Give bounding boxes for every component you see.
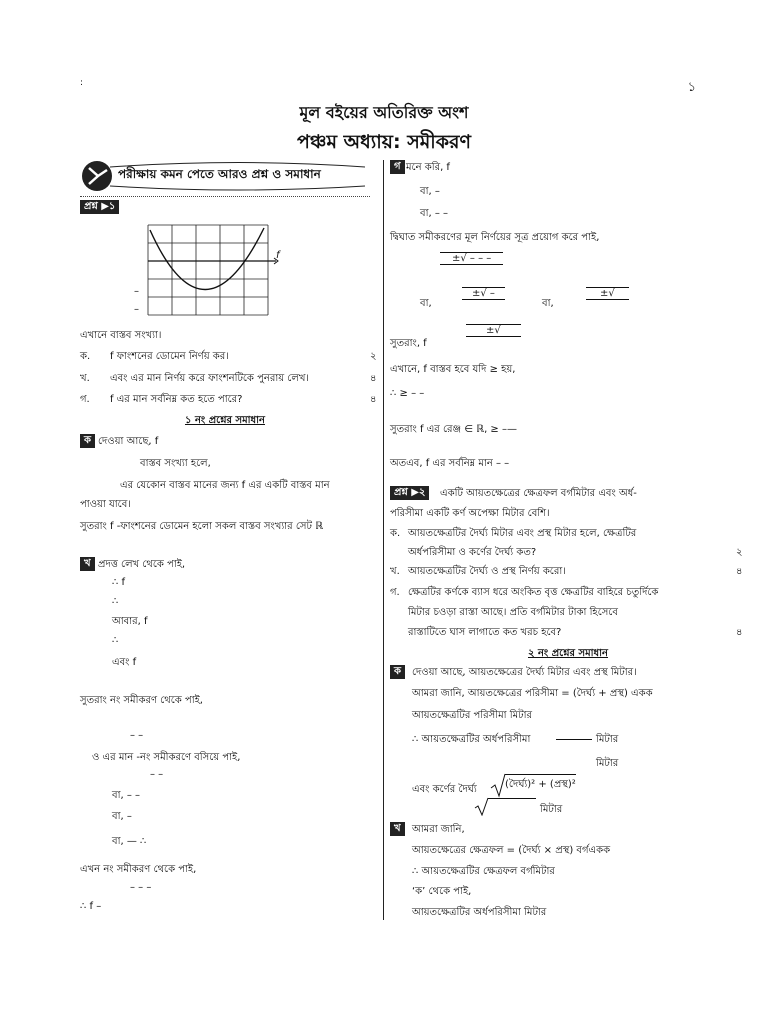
sol2-b-line: আমরা জানি, <box>412 824 465 835</box>
sol1-b-line: ও এর মান -নং সমীকরণে বসিয়ে পাই, <box>92 752 241 763</box>
sol1-c-line: মনে করি, f <box>406 162 450 173</box>
intro-text: এখানে বাস্তব সংখ্যা। <box>80 330 162 341</box>
sol1-c-line: সুতরাং f এর রেঞ্জ ∈ ℝ, ≥ –— <box>390 424 517 435</box>
root-expression: ±√ – <box>462 287 505 300</box>
parabola-graph <box>128 220 288 320</box>
sol1-a-tag: ক <box>80 434 95 448</box>
sol1-b-line: ∴ <box>112 596 119 607</box>
sol1-b-line: সুতরাং নং সমীকরণ থেকে পাই, <box>80 695 203 706</box>
q1-part-c-mark: ৪ <box>370 394 377 405</box>
sol2-b-tag: খ <box>390 822 405 836</box>
sol1-b-line: বা, — ∴ <box>112 836 147 847</box>
sol2-a-line: আয়তক্ষেত্রটির পরিসীমা মিটার <box>412 710 533 721</box>
fraction-bar <box>556 739 592 740</box>
page-supertitle: মূল বইয়ের অতিরিক্ত অংশ <box>299 103 469 122</box>
q2-stem: একটি আয়তক্ষেত্রের ক্ষেত্রফল বর্গমিটার এবং অর্ধ- <box>440 488 637 499</box>
banner-text: পরীক্ষায় কমন পেতে আরও প্রশ্ন ও সমাধান <box>118 167 321 181</box>
sqrt-sign-icon <box>474 796 490 816</box>
q2-part-c-text: রাস্তাটিতে ঘাস লাগাতে কত খরচ হবে? <box>408 627 562 638</box>
q1-part-a-label: ক. <box>80 351 91 362</box>
sol2-a-unit: মিটার <box>596 758 619 769</box>
sol2-a-line: ∴ আয়তক্ষেত্রটির অর্ধপরিসীমা <box>412 734 531 745</box>
question-2-tag: প্রশ্ন ▶২ <box>390 486 429 500</box>
banner <box>80 158 370 197</box>
sol1-b-line: এবং f <box>112 657 137 668</box>
question-1-tag: প্রশ্ন ▶১ <box>80 200 119 214</box>
sol1-b-line: বা, – <box>112 811 132 822</box>
sol2-b-line: আয়তক্ষেত্রটির অর্ধপরিসীমা মিটার <box>412 907 547 918</box>
sol1-b-line: – – <box>150 769 164 780</box>
sol2-a-line: দেওয়া আছে, আয়তক্ষেত্রের দৈর্ঘ্য মিটার এবং প্রস্থ মিটার। <box>412 667 637 678</box>
q2-part-b-mark: ৪ <box>736 566 743 577</box>
sol1-b-line: এখন নং সমীকরণ থেকে পাই, <box>80 864 197 875</box>
graph-tick-label: – <box>134 286 139 297</box>
sol1-a-line: এর যেকোন বাস্তব মানের জন্য f এর একটি বাস্তব মান <box>120 480 330 491</box>
sol1-a-line: পাওয়া যাবে। <box>80 499 131 510</box>
sol1-b-line: ∴ f – <box>80 901 102 912</box>
column-divider <box>383 160 384 920</box>
page-title: পঞ্চম অধ্যায়: সমীকরণ <box>297 131 471 153</box>
sol1-b-line: বা, – – <box>112 790 141 801</box>
q2-part-c-mark: ৪ <box>736 627 743 638</box>
q2-part-a-text: অর্ধপরিসীমা ও কর্ণের দৈর্ঘ্য কত? <box>408 547 537 558</box>
q2-part-a-mark: ২ <box>736 547 743 558</box>
sol1-a-line: বাস্তব সংখ্যা হলে, <box>140 458 211 469</box>
q1-part-b-label: খ. <box>80 373 90 384</box>
q2-part-b-text: আয়তক্ষেত্রটির দৈর্ঘ্য ও প্রস্থ নির্ণয় করো। <box>408 566 566 577</box>
sol1-b-line: ∴ <box>112 635 119 646</box>
root-expression: ±√ <box>466 324 521 337</box>
sol2-a-line: আমরা জানি, আয়তক্ষেত্রের পরিসীমা = (দৈর্ঘ্য + প্রস্থ) একক <box>412 688 653 699</box>
sol1-a-line: সুতরাং f -ফাংশনের ডোমেন হলো সকল বাস্তব সংখ্যার সেট ℝ <box>80 521 324 532</box>
sol1-b-line: – – – <box>130 882 152 893</box>
page-number: ১ <box>687 80 696 95</box>
sol2-a-root-body: (দৈর্ঘ্য)² + (প্রস্থ)² <box>505 774 576 794</box>
q2-part-c-text: মিটার চওড়া রাস্তা আছে। প্রতি বর্গমিটার টাকা হিসেবে <box>408 607 618 618</box>
sol2-b-line: ‘ক’ থেকে পাই, <box>412 886 472 897</box>
sol1-c-line: দ্বিঘাত সমীকরণের মূল নির্ণয়ের সূত্র প্রয়োগ করে পাই, <box>390 232 600 243</box>
q2-part-c-text: ক্ষেত্রটির কর্ণকে ব্যাস ধরে অংকিত বৃত্ত ক্ষেত্রটির বাহিরে চতুর্দিকে <box>408 587 659 598</box>
sol2-b-line: আয়তক্ষেত্রের ক্ষেত্রফল = (দৈর্ঘ্য × প্রস্থ) বর্গএকক <box>412 845 611 856</box>
sol1-c-line: বা, – – <box>420 208 449 219</box>
sol1-a-line: দেওয়া আছে, f <box>98 436 159 447</box>
sol2-a-line: এবং কর্ণের দৈর্ঘ্য <box>412 784 477 795</box>
sol2-a-unit: মিটার <box>596 734 619 745</box>
sol1-c-line: বা, – <box>420 186 440 197</box>
q1-part-a-text: f ফাংশনের ডোমেন নির্ণয় কর। <box>110 351 229 362</box>
sol1-b-line: আবার, f <box>112 616 148 627</box>
solution-2-heading: ২ নং প্রশ্নের সমাধান <box>527 648 609 659</box>
q2-part-b-label: খ. <box>390 566 400 577</box>
sol2-a-unit: মিটার <box>540 804 563 815</box>
q1-part-c-text: f এর মান সর্বনিম্ন কত হতে পারে? <box>110 394 243 405</box>
quadratic-formula: ±√ – – – <box>440 252 503 265</box>
q1-part-b-mark: ৪ <box>370 373 377 384</box>
sol1-c-line: অতএব, f এর সর্বনিম্ন মান – – <box>390 458 510 469</box>
sol1-b-line: প্রদত্ত লেখ থেকে পাই, <box>98 559 186 570</box>
q2-part-a-text: আয়তক্ষেত্রটির দৈর্ঘ্য মিটার এবং প্রস্থ মিটার হলে, ক্ষেত্রটির <box>408 528 637 539</box>
sol1-c-line: বা, <box>542 298 554 309</box>
graph-tick-label: – <box>134 304 139 315</box>
q1-part-a-mark: ২ <box>370 351 377 362</box>
sol1-c-line: বা, <box>420 298 432 309</box>
sol1-c-tag: গ <box>390 160 405 174</box>
sol1-c-line: সুতরাং, f <box>390 338 427 349</box>
solution-1-heading: ১ নং প্রশ্নের সমাধান <box>184 415 265 426</box>
q1-part-c-label: গ. <box>80 394 90 405</box>
q2-part-a-label: ক. <box>390 528 401 539</box>
q2-stem: পরিসীমা একটি কর্ণ অপেক্ষা মিটার বেশি। <box>390 508 550 519</box>
root-vinculum <box>488 798 536 799</box>
banner-rule <box>80 196 370 197</box>
sol1-b-tag: খ <box>80 557 95 571</box>
sol2-a-tag: ক <box>390 665 405 679</box>
header-mark: : <box>80 78 84 88</box>
q2-part-c-label: গ. <box>390 587 400 598</box>
sol2-b-line: ∴ আয়তক্ষেত্রটির ক্ষেত্রফল বর্গমিটার <box>412 866 555 877</box>
sol1-b-line: ∴ f <box>112 577 126 588</box>
sol1-b-line: – – <box>130 730 144 741</box>
q1-part-b-text: এবং এর মান নির্ণয় করে ফাংশনটিকে পুনরায় লেখ। <box>110 373 309 384</box>
graph-f-label: f <box>276 250 280 261</box>
root-expression: ±√ <box>586 287 629 300</box>
sol1-c-line: এখানে, f বাস্তব হবে যদি ≥ হয়, <box>390 364 516 375</box>
sqrt-sign-icon <box>490 772 506 798</box>
sol1-c-line: ∴ ≥ – – <box>390 388 425 399</box>
